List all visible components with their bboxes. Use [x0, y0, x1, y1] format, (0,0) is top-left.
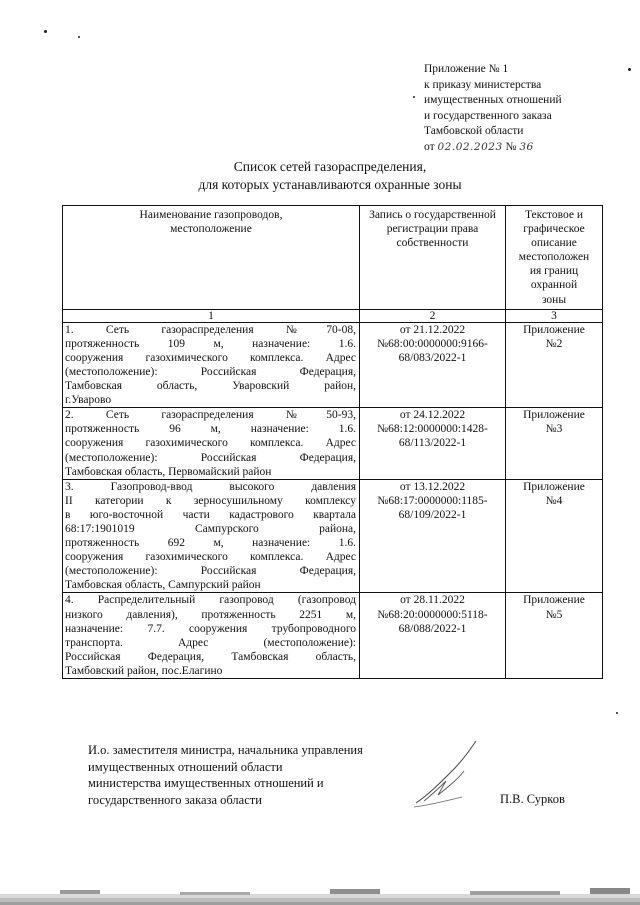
order-date-line — [424, 140, 624, 156]
annex-label: Приложение — [523, 409, 585, 422]
row-registration — [360, 593, 506, 679]
header-boundary-description — [506, 206, 603, 310]
text-line: Тамбовская область, Первомайский район — [65, 465, 272, 478]
title-line-2: для которых устанавливаются охранные зоны — [198, 176, 462, 192]
row-description — [63, 322, 360, 408]
annex-number: №2 — [545, 337, 563, 350]
registration-date: от 13.12.2022 — [399, 480, 466, 493]
column-number: 1 — [63, 309, 360, 322]
text-line: (местоположение): Российская Федерация, — [65, 451, 356, 464]
text-line: 3. Газопровод-ввод высокого давления — [65, 480, 356, 493]
handwritten-date: 02.02.2023 — [437, 140, 503, 153]
annex-line: к приказу министерства — [424, 78, 542, 91]
annex-number: №5 — [545, 608, 563, 621]
registration-date: от 24.12.2022 — [399, 409, 466, 422]
scan-speck — [616, 712, 618, 714]
registration-number: №68:17:0000000:1185- — [377, 494, 488, 507]
row-annex — [506, 593, 603, 679]
text-line: (местоположение): Российская Федерация, — [65, 565, 356, 578]
number-prefix: № — [505, 140, 517, 153]
row-annex — [506, 322, 603, 408]
header-line: местоположен — [518, 251, 590, 264]
registration-number-suffix: 68/083/2022-1 — [398, 351, 467, 364]
row-annex — [506, 408, 603, 479]
signer-name: П.В. Сурков — [500, 792, 565, 806]
scan-speck — [413, 96, 415, 98]
annex-reference — [424, 62, 624, 156]
annex-line: и государственного заказа — [424, 109, 552, 122]
text-line: II категории к зерносушильному комплексу — [65, 494, 356, 507]
text-line: Тамбовская область, Сампурский район — [65, 579, 261, 592]
row-registration — [360, 408, 506, 479]
text-line: низкого давления), протяженность 2251 м, — [65, 608, 356, 621]
text-line: г.Уварово — [65, 394, 112, 407]
signer-position-line: И.о. заместителя министра, начальника управления — [88, 743, 363, 757]
registration-number-suffix: 68/109/2022-1 — [398, 508, 467, 521]
text-line: протяженность 692 м, назначение: 1.6. — [65, 537, 356, 550]
handwritten-number: 36 — [519, 140, 534, 153]
column-number: 3 — [506, 309, 603, 322]
table-row — [63, 322, 603, 408]
row-annex — [506, 479, 603, 593]
text-line: (местоположение): Российская Федерация, — [65, 365, 356, 378]
scan-speck — [628, 68, 631, 71]
text-line: 2. Сеть газораспределения №50-93, — [65, 409, 356, 422]
text-line: сооружения газохимического комплекса. Адрес — [65, 351, 356, 364]
date-prefix: от — [424, 140, 435, 153]
annex-line: Приложение № 1 — [424, 63, 509, 75]
header-line: Текстовое и — [524, 209, 584, 221]
row-description — [63, 593, 360, 679]
text-line: сооружения газохимического комплекса. Адрес — [65, 551, 356, 564]
annex-number: №4 — [545, 494, 563, 507]
row-registration — [360, 322, 506, 408]
document-title — [0, 158, 640, 193]
scan-speck — [44, 30, 47, 33]
registration-number: №68:20:0000000:5118- — [377, 608, 488, 621]
table-header-row — [63, 206, 603, 310]
text-line: сооружения газохимического комплекса. Адрес — [65, 437, 356, 450]
annex-label: Приложение — [523, 480, 585, 493]
signer-position-line: государственного заказа области — [88, 792, 262, 807]
signer-position-line: министерства имущественных отношений и — [88, 776, 324, 790]
column-number-row — [63, 309, 603, 322]
annex-label: Приложение — [523, 594, 585, 607]
signer-position-line: имущественных отношений области — [88, 759, 283, 774]
text-line: 4. Распределительный газопровод (газопровод — [65, 594, 356, 607]
table-row — [63, 479, 603, 593]
scan-edge-noise — [0, 880, 640, 905]
header-line: ия границ — [529, 265, 579, 278]
registration-date: от 28.11.2022 — [400, 594, 465, 607]
scan-speck — [78, 36, 80, 38]
registration-date: от 21.12.2022 — [399, 323, 466, 336]
text-line: 1. Сеть газораспределения №70-08, — [65, 323, 356, 336]
text-line: протяженность 96 м, назначение: 1.6. — [65, 423, 356, 436]
registration-number: №68:12:0000000:1428- — [377, 423, 488, 436]
text-line: назначение: 7.7. сооружения трубопроводного — [65, 622, 356, 635]
text-line: Тамбовский район, пос.Елагино — [65, 664, 223, 677]
annex-label: Приложение — [523, 323, 585, 336]
header-line: графическое — [523, 223, 585, 236]
annex-number: №3 — [545, 423, 563, 436]
text-line: 68:17:1901019 Сампурского района, — [65, 522, 356, 535]
registration-number-suffix: 68/088/2022-1 — [398, 622, 467, 635]
handwritten-signature — [410, 735, 490, 815]
column-number: 2 — [360, 309, 506, 322]
header-line: зоны — [541, 293, 567, 306]
header-registration: Запись о государственной регистрации права собственности — [360, 206, 506, 310]
text-line: протяженность 109 м, назначение: 1.6. — [65, 337, 356, 350]
text-line: Российская Федерация, Тамбовская область, — [65, 650, 356, 663]
header-name-location: Наименование газопроводов, местоположение — [63, 206, 360, 310]
registration-number: №68:00:0000000:9166- — [377, 337, 488, 350]
table-row — [63, 593, 603, 679]
header-line: описание — [531, 237, 577, 250]
row-description — [63, 479, 360, 593]
gas-networks-table — [62, 205, 603, 679]
registration-number-suffix: 68/113/2022-1 — [398, 437, 467, 450]
header-line: охранной — [530, 279, 578, 292]
text-line: в юго-восточной части кадастрового квартала — [65, 508, 356, 521]
title-line-1: Список сетей газораспределения, — [233, 159, 427, 174]
annex-line: Тамбовской области — [424, 125, 524, 138]
annex-line: имущественных отношений — [424, 94, 562, 107]
row-description — [63, 408, 360, 479]
row-registration — [360, 479, 506, 593]
text-line: транспорта. Адрес (местоположение): — [65, 636, 356, 649]
text-line: Тамбовская область, Уваровский район, — [65, 380, 356, 393]
table-row — [63, 408, 603, 479]
signer-position — [88, 742, 448, 808]
